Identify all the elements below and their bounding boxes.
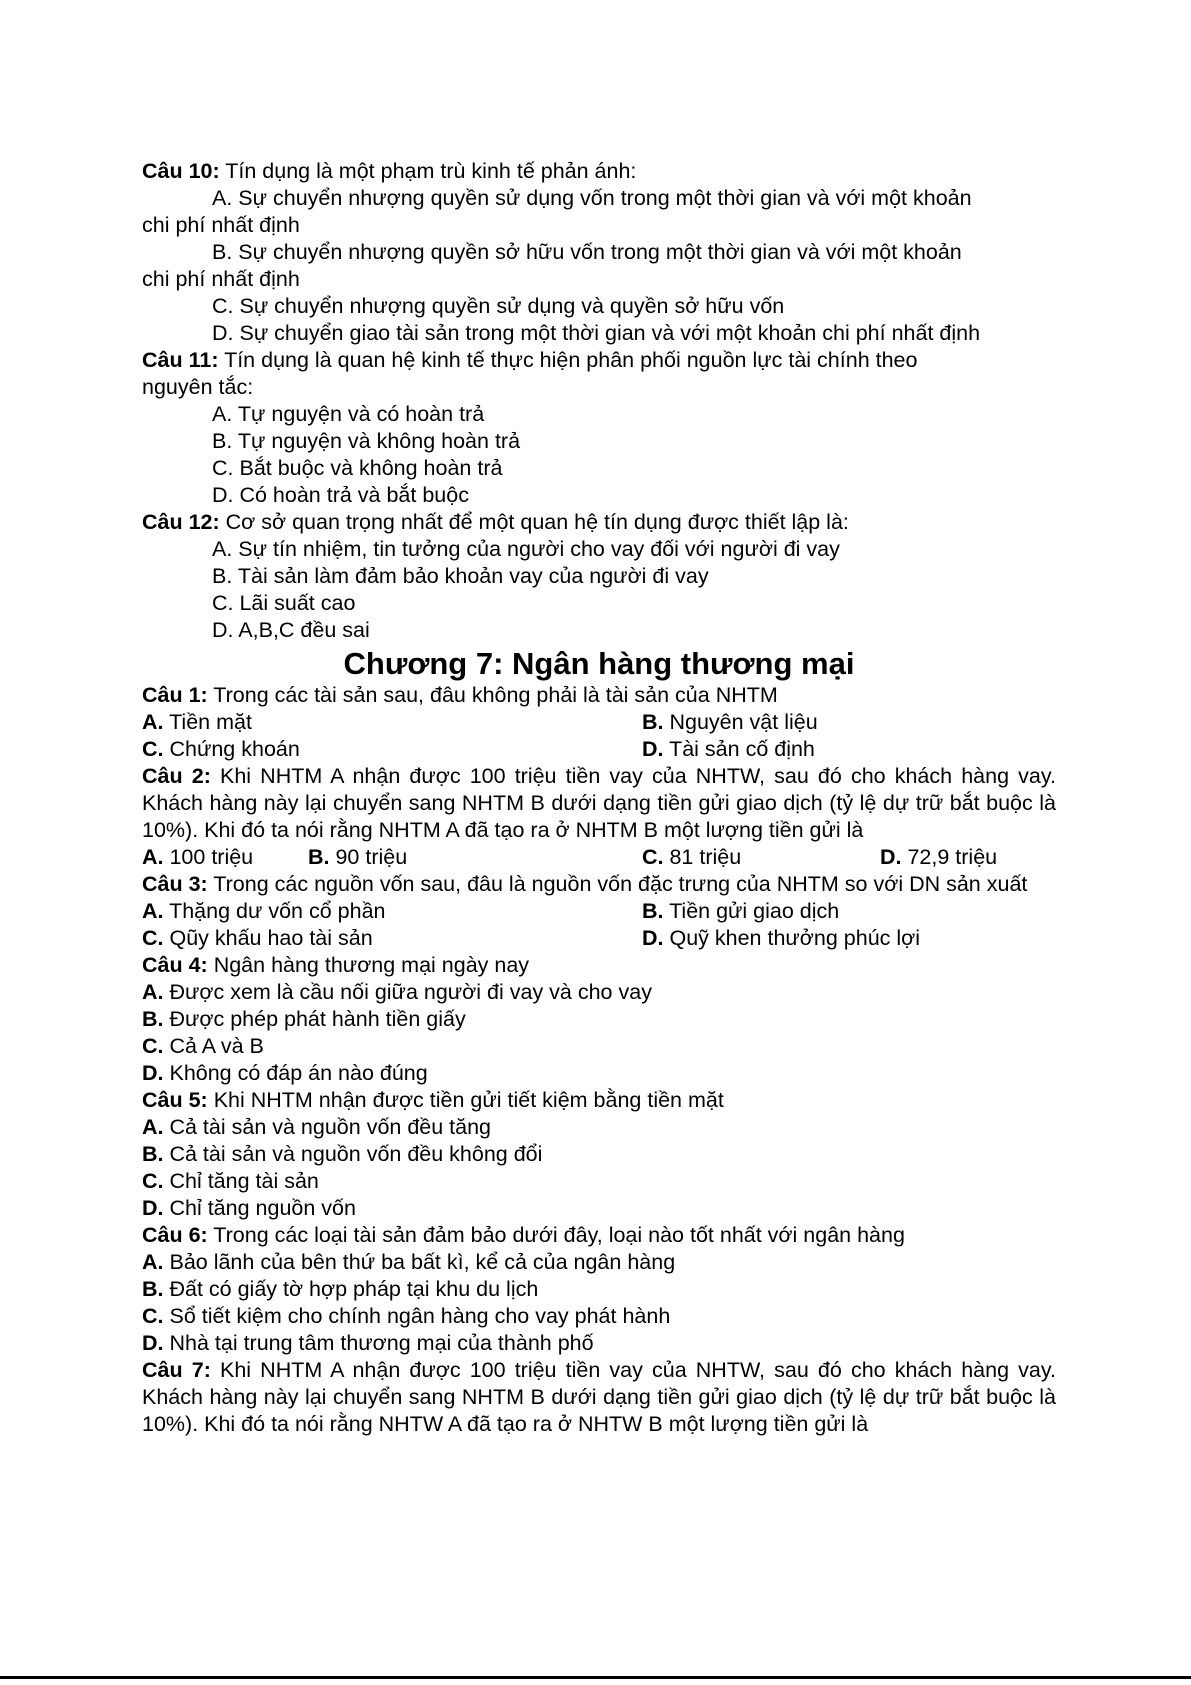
c3-option-d: D. Quỹ khen thưởng phúc lợi [642, 926, 921, 950]
q12-option-c: C. Lãi suất cao [212, 591, 356, 615]
q10-option-d: D. Sự chuyển giao tài sản trong một thời gian và với một khoản chi phí nhất định [212, 321, 981, 345]
c5-option-b: B. Cả tài sản và nguồn vốn đều không đổi [142, 1142, 543, 1166]
c1-options-row-1 [142, 709, 1056, 736]
c6-option-a: A. Bảo lãnh của bên thứ ba bất kì, kể cả của ngân hàng [142, 1250, 676, 1274]
chapter7-question-7: Câu 7: Khi NHTM A nhận được 100 triệu tiền vay của NHTW, sau đó cho khách hàng vay. Khách hàng này lại chuyển sang NHTM B dưới dạng tiền gửi giao dịch (tỷ lệ dự trữ bắt buộc là 10%). Khi đó ta nói rằng NHTW A đã tạo ra ở NHTW B một lượng tiền gửi là [142, 1358, 1056, 1436]
q10-option-b: B. Sự chuyển nhượng quyền sở hữu vốn trong một thời gian và với một khoản [212, 240, 962, 264]
question-11: Câu 11: Tín dụng là quan hệ kinh tế thực hiện phân phối nguồn lực tài chính theo [142, 348, 918, 372]
chapter7-question-5: Câu 5: Khi NHTM nhận được tiền gửi tiết kiệm bằng tiền mặt [142, 1088, 724, 1112]
c3-option-c: C. Qũy khấu hao tài sản [142, 926, 373, 950]
c2-options-row [142, 844, 1056, 871]
q12-option-a: A. Sự tín nhiệm, tin tưởng của người cho vay đối với người đi vay [212, 537, 840, 561]
c4-option-b: B. Được phép phát hành tiền giấy [142, 1007, 466, 1031]
c6-option-c: C. Sổ tiết kiệm cho chính ngân hàng cho vay phát hành [142, 1304, 671, 1328]
c3-options-row-2 [142, 925, 1056, 952]
chapter7-question-2: Câu 2: Khi NHTM A nhận được 100 triệu tiền vay của NHTW, sau đó cho khách hàng vay. Khách hàng này lại chuyển sang NHTM B dưới dạng tiền gửi giao dịch (tỷ lệ dự trữ bắt buộc là 10%). Khi đó ta nói rằng NHTM A đã tạo ra ở NHTM B một lượng tiền gửi là [142, 764, 1056, 842]
chapter7-question-6: Câu 6: Trong các loại tài sản đảm bảo dưới đây, loại nào tốt nhất với ngân hàng [142, 1223, 905, 1247]
q10-option-c: C. Sự chuyển nhượng quyền sử dụng và quyền sở hữu vốn [212, 294, 785, 318]
c5-option-d: D. Chỉ tăng nguồn vốn [142, 1196, 356, 1220]
c2-option-b: B. 90 triệu [308, 845, 408, 869]
c4-option-c: C. Cả A và B [142, 1034, 264, 1058]
q11-option-b: B. Tự nguyện và không hoàn trả [212, 429, 521, 453]
c5-option-a: A. Cả tài sản và nguồn vốn đều tăng [142, 1115, 492, 1139]
c5-option-c: C. Chỉ tăng tài sản [142, 1169, 319, 1193]
question-12: Câu 12: Cơ sở quan trọng nhất để một quan hệ tín dụng được thiết lập là: [142, 510, 849, 534]
c4-option-d: D. Không có đáp án nào đúng [142, 1061, 428, 1085]
question-11-cont: nguyên tắc: [142, 375, 254, 399]
c6-option-b: B. Đất có giấy tờ hợp pháp tại khu du lịch [142, 1277, 539, 1301]
chapter7-question-4: Câu 4: Ngân hàng thương mại ngày nay [142, 953, 530, 977]
c1-option-b: B. Nguyên vật liệu [642, 710, 818, 734]
c1-options-row-2 [142, 736, 1056, 763]
q11-option-a: A. Tự nguyện và có hoàn trả [212, 402, 485, 426]
c3-options-row-1 [142, 898, 1056, 925]
q11-option-d: D. Có hoàn trả và bắt buộc [212, 483, 469, 507]
bottom-rule [0, 1676, 1191, 1679]
q10-option-b-cont: chi phí nhất định [142, 267, 300, 291]
question-10: Câu 10: Tín dụng là một phạm trù kinh tế phản ánh: [142, 159, 637, 183]
c4-option-a: A. Được xem là cầu nối giữa người đi vay và cho vay [142, 980, 652, 1004]
c1-option-d: D. Tài sản cố định [642, 737, 815, 761]
chapter7-question-1: Câu 1: Trong các tài sản sau, đâu không phải là tài sản của NHTM [142, 683, 778, 707]
c2-option-d: D. 72,9 triệu [880, 845, 998, 869]
c3-option-b: B. Tiền gửi giao dịch [642, 899, 840, 923]
c2-option-c: C. 81 triệu [642, 845, 742, 869]
c3-option-a: A. Thặng dư vốn cổ phần [142, 899, 386, 923]
c6-option-d: D. Nhà tại trung tâm thương mại của thành phố [142, 1331, 594, 1355]
chapter7-question-3: Câu 3: Trong các nguồn vốn sau, đâu là nguồn vốn đặc trưng của NHTM so với DN sản xuất [142, 872, 1028, 896]
c1-option-c: C. Chứng khoán [142, 737, 300, 761]
c1-option-a: A. Tiền mặt [142, 710, 252, 734]
c2-option-a: A. 100 triệu [142, 845, 254, 869]
chapter-title: Chương 7: Ngân hàng thương mại [343, 646, 855, 681]
q10-option-a: A. Sự chuyển nhượng quyền sử dụng vốn trong một thời gian và với một khoản [212, 186, 972, 210]
q10-option-a-cont: chi phí nhất định [142, 213, 300, 237]
q11-option-c: C. Bắt buộc và không hoàn trả [212, 456, 503, 480]
document-page [142, 158, 1056, 1438]
q12-option-d: D. A,B,C đều sai [212, 618, 370, 642]
q12-option-b: B. Tài sản làm đảm bảo khoản vay của người đi vay [212, 564, 709, 588]
